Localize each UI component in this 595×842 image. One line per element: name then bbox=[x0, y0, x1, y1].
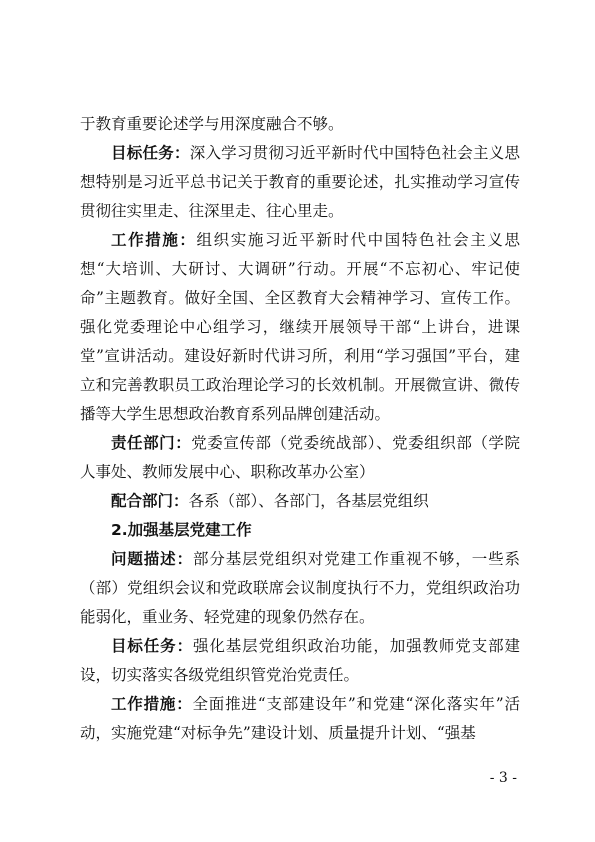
paragraph-responsible-1 bbox=[80, 429, 520, 487]
paragraph-text: 强化基层党组织政治功能，加强教师党支部建设，切实落实各级党组织管党治党责任。 bbox=[80, 637, 520, 684]
section-heading: 2.加强基层党建工作 bbox=[111, 521, 252, 539]
paragraph-measures-1 bbox=[80, 226, 520, 429]
paragraph-text: 于教育重要论述学与用深度融合不够。 bbox=[80, 115, 344, 133]
paragraph-text: 各系（部）、各部门，各基层党组织 bbox=[188, 492, 429, 510]
measures-label: 工作措施： bbox=[111, 695, 193, 713]
page-number: - 3 - bbox=[489, 770, 517, 786]
paragraph-cooperating-1 bbox=[80, 487, 520, 516]
paragraph-continuation bbox=[80, 110, 520, 139]
cooperating-label: 配合部门： bbox=[111, 492, 189, 510]
paragraph-text: 全面推进“支部建设年”和党建“深化落实年”活动，实施党建“对标争先”建设计划、质量提升计划、“强基 bbox=[80, 695, 520, 742]
goal-label: 目标任务： bbox=[111, 144, 190, 162]
paragraph-problem-2 bbox=[80, 545, 520, 632]
paragraph-text: 部分基层党组织对党建工作重视不够，一些系（部）党组织会议和党政联席会议制度执行不力，党组织政治功能弱化，重业务、轻党建的现象仍然存在。 bbox=[80, 550, 520, 626]
paragraph-text: 组织实施习近平新时代中国特色社会主义思想“大培训、大研讨、大调研”行动。开展“不忘初心、牢记使命”主题教育。做好全国、全区教育大会精神学习、宣传工作。强化党委理论中心组学习，继续开展领导干部“上讲台，进课堂”宣讲活动。建设好新时代讲习所，利用“学习强国”平台，建立和完善教职员工政治理论学习的长效机制。开展微宣讲、微传播等大学生思想政治教育系列品牌创建活动。 bbox=[80, 231, 520, 423]
problem-label: 问题描述： bbox=[111, 550, 193, 568]
paragraph-text: 党委宣传部（党委统战部）、党委组织部（学院人事处、教师发展中心、职称改革办公室） bbox=[80, 434, 520, 481]
paragraph-goal-2 bbox=[80, 632, 520, 690]
paragraph-text: 深入学习贯彻习近平新时代中国特色社会主义思想特别是习近平总书记关于教育的重要论述，扎实推动学习宣传贯彻往实里走、往深里走、往心里走。 bbox=[80, 144, 520, 220]
paragraph-measures-2 bbox=[80, 690, 520, 748]
goal-label: 目标任务： bbox=[111, 637, 193, 655]
responsible-label: 责任部门： bbox=[111, 434, 192, 452]
paragraph-goal-1 bbox=[80, 139, 520, 226]
measures-label: 工作措施： bbox=[111, 231, 197, 249]
